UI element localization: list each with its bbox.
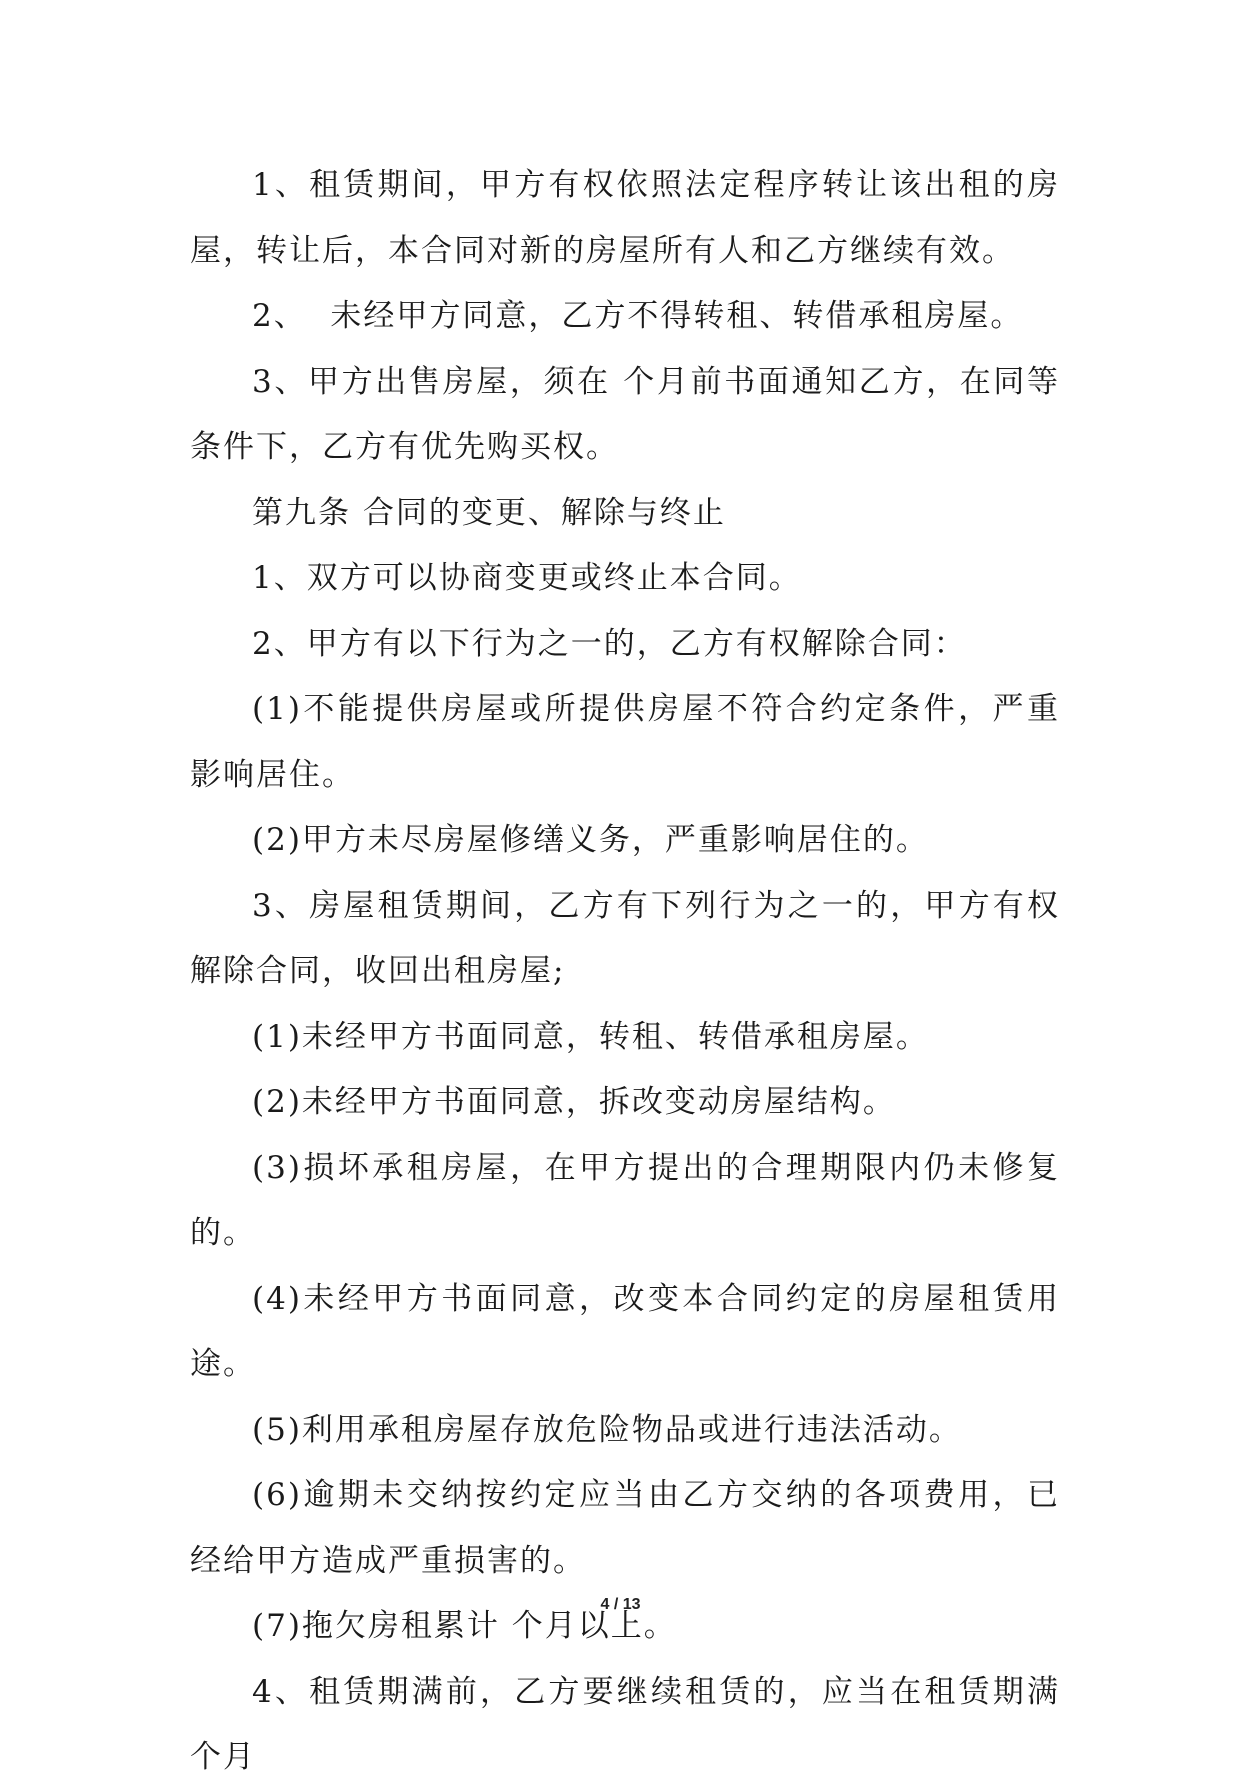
page-number: 4 / 13 (600, 1596, 641, 1613)
paragraph: (2)甲方未尽房屋修缮义务，严重影响居住的。 (252, 822, 929, 858)
paragraph: (2)未经甲方书面同意，拆改变动房屋结构。 (252, 1084, 896, 1120)
section-heading: 第九条 合同的变更、解除与终止 (252, 494, 726, 531)
paragraph: 4、租赁期满前，乙方要继续租赁的，应当在租赁期满 个月 (190, 1673, 1072, 1775)
paragraph: 1、双方可以协商变更或终止本合同。 (252, 560, 802, 596)
paragraph: 2、 未经甲方同意，乙方不得转租、转借承租房屋。 (252, 298, 1024, 334)
paragraph: 1、租赁期间，甲方有权依照法定程序转让该出租的房屋，转让后，本合同对新的房屋所有人和乙方继续有效。 (190, 167, 1060, 269)
paragraph: (7)拖欠房租累计 个月以上。 (252, 1608, 677, 1644)
document-body (190, 153, 1072, 1791)
paragraph: (5)利用承租房屋存放危险物品或进行违法活动。 (252, 1411, 962, 1448)
paragraph: (1)不能提供房屋或所提供房屋不符合约定条件，严重影响居住。 (190, 691, 1060, 793)
paragraph: (1)未经甲方书面同意，转租、转借承租房屋。 (252, 1018, 929, 1055)
paragraph: (4)未经甲方书面同意，改变本合同约定的房屋租赁用途。 (190, 1280, 1060, 1382)
paragraph: (6)逾期未交纳按约定应当由乙方交纳的各项费用，已经给甲方造成严重损害的。 (190, 1477, 1060, 1579)
paragraph: 3、甲方出售房屋，须在 个月前书面通知乙方，在同等条件下，乙方有优先购买权。 (190, 363, 1060, 465)
paragraph: (3)损坏承租房屋，在甲方提出的合理期限内仍未修复的。 (190, 1149, 1060, 1251)
paragraph: 3、房屋租赁期间，乙方有下列行为之一的，甲方有权解除合同，收回出租房屋; (190, 887, 1060, 989)
paragraph: 2、甲方有以下行为之一的，乙方有权解除合同： (252, 625, 967, 662)
